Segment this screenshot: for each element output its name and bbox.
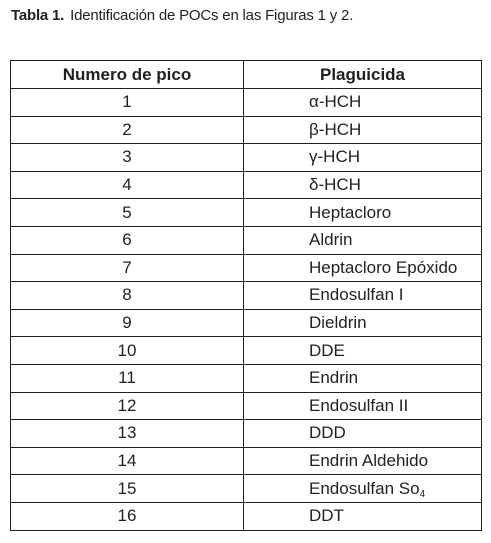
cell-plaguicida [244,171,482,199]
cell-pico-number: 8 [11,282,244,310]
cell-pico-number: 3 [11,144,244,172]
cell-plaguicida [244,116,482,144]
cell-plaguicida [244,420,482,448]
table-row [11,420,482,448]
table-row [11,144,482,172]
cell-pico-number: 10 [11,337,244,365]
plaguicida-name: α-HCH [309,92,362,112]
table-row [11,392,482,420]
table-row [11,364,482,392]
poc-table [10,60,482,531]
plaguicida-name: DDD [309,423,346,443]
table-row [11,254,482,282]
cell-pico-number: 7 [11,254,244,282]
plaguicida-name: Endosulfan So [309,478,420,498]
plaguicida-name: DDE [309,340,345,360]
table-body [11,89,482,531]
caption-text: Identificación de POCs en las Figuras 1 y 2. [70,7,354,24]
cell-plaguicida [244,309,482,337]
plaguicida-name: Dieldrin [309,313,367,333]
table-row [11,199,482,227]
cell-pico-number: 9 [11,309,244,337]
cell-plaguicida [244,254,482,282]
cell-plaguicida [244,337,482,365]
cell-plaguicida [244,282,482,310]
table-row [11,282,482,310]
cell-pico-number: 5 [11,199,244,227]
cell-pico-number: 6 [11,226,244,254]
cell-plaguicida [244,475,482,503]
cell-pico-number: 16 [11,502,244,530]
cell-plaguicida [244,392,482,420]
header-plaguicida: Plaguicida [244,61,482,89]
cell-pico-number: 11 [11,364,244,392]
cell-pico-number: 15 [11,475,244,503]
table-row [11,309,482,337]
cell-pico-number: 12 [11,392,244,420]
cell-pico-number: 13 [11,420,244,448]
caption-label: Tabla 1. [11,7,65,24]
plaguicida-name: DDT [309,506,344,526]
plaguicida-name: Endosulfan I [309,285,404,305]
table-header-row [11,61,482,89]
table-row [11,171,482,199]
plaguicida-name: Heptacloro [309,202,392,222]
cell-pico-number: 14 [11,447,244,475]
table-caption [11,7,353,24]
table-row [11,226,482,254]
cell-pico-number: 1 [11,89,244,117]
cell-plaguicida [244,226,482,254]
plaguicida-name: γ-HCH [309,147,360,167]
table-row [11,116,482,144]
cell-plaguicida [244,364,482,392]
plaguicida-name: Aldrin [309,230,353,250]
cell-plaguicida [244,199,482,227]
cell-pico-number: 4 [11,171,244,199]
cell-plaguicida [244,447,482,475]
header-numero-de-pico: Numero de pico [11,61,244,89]
table-row [11,447,482,475]
plaguicida-name: Endrin [309,368,359,388]
plaguicida-name: Heptacloro Epóxido [309,257,458,277]
table-row [11,502,482,530]
table-row [11,475,482,503]
plaguicida-name: Endosulfan II [309,395,409,415]
plaguicida-name: β-HCH [309,119,362,139]
cell-plaguicida [244,144,482,172]
plaguicida-subscript: 4 [419,488,426,500]
table-row [11,89,482,117]
table-row [11,337,482,365]
cell-plaguicida [244,89,482,117]
plaguicida-name: δ-HCH [309,175,361,195]
plaguicida-name: Endrin Aldehido [309,451,429,471]
cell-pico-number: 2 [11,116,244,144]
cell-plaguicida [244,502,482,530]
